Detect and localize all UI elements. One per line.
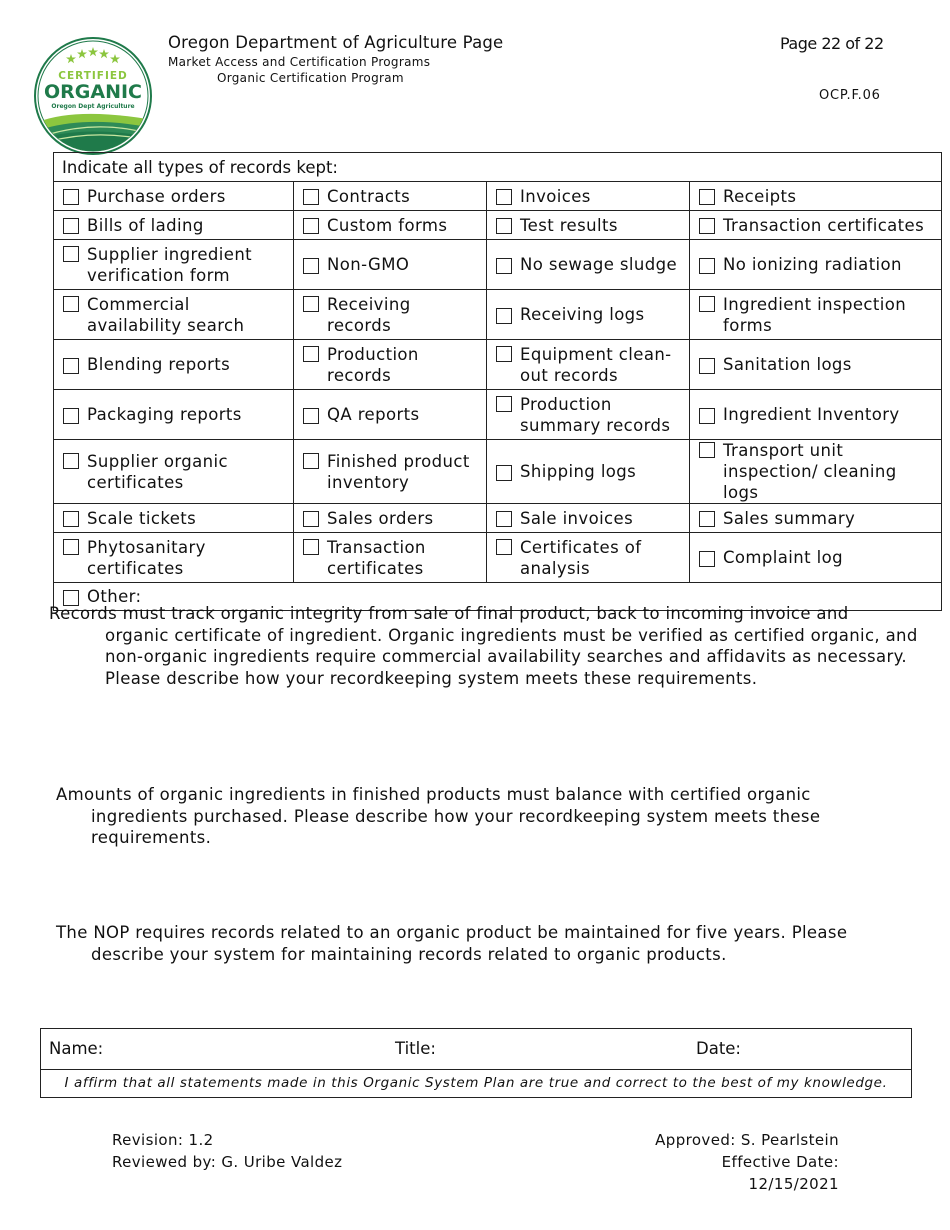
record-option-label: Invoices [520, 186, 591, 206]
records-row [54, 390, 942, 440]
record-option[interactable] [487, 290, 690, 340]
record-option[interactable] [690, 211, 942, 240]
records-row [54, 340, 942, 390]
record-option[interactable] [54, 440, 294, 504]
record-checkbox[interactable] [63, 189, 79, 205]
record-option[interactable] [487, 211, 690, 240]
question-retention-line1: The NOP requires records related to an organic product be maintained for five years. Please [56, 923, 848, 942]
record-checkbox[interactable] [63, 296, 79, 312]
records-row [54, 182, 942, 211]
question-balance [56, 784, 926, 849]
record-option[interactable] [54, 533, 294, 583]
record-checkbox[interactable] [496, 511, 512, 527]
record-option[interactable] [690, 440, 942, 504]
record-checkbox[interactable] [496, 539, 512, 555]
record-option[interactable] [294, 390, 487, 440]
record-checkbox[interactable] [63, 511, 79, 527]
record-option-label: Transport unit inspection/ cleaning logs [723, 441, 897, 502]
record-option-label: Transaction certificates [327, 537, 426, 578]
record-option[interactable] [690, 240, 942, 290]
record-option[interactable] [690, 290, 942, 340]
question-integrity [49, 603, 919, 689]
name-label[interactable]: Name: [49, 1039, 104, 1058]
record-option[interactable] [487, 440, 690, 504]
record-option-label: QA reports [327, 405, 420, 424]
records-row [54, 290, 942, 340]
record-checkbox[interactable] [496, 346, 512, 362]
record-checkbox[interactable] [63, 539, 79, 555]
record-option-label: Blending reports [87, 355, 231, 374]
records-row [54, 533, 942, 583]
record-checkbox[interactable] [303, 218, 319, 234]
record-option[interactable] [487, 182, 690, 211]
record-option[interactable] [487, 240, 690, 290]
header-subtitle-organic: Organic Certification Program [217, 71, 404, 85]
record-checkbox[interactable] [496, 189, 512, 205]
record-option-label: Bills of lading [87, 215, 204, 235]
record-option-label: Supplier organic certificates [87, 451, 228, 492]
signature-block [40, 1028, 912, 1098]
question-balance-rest: ingredients purchased. Please describe how your recordkeeping system meets these requirements. [91, 806, 821, 847]
record-option-label: Ingredient Inventory [723, 405, 900, 424]
record-option[interactable] [294, 290, 487, 340]
record-option-label: Certificates of analysis [520, 537, 642, 578]
record-checkbox[interactable] [303, 258, 319, 274]
revision: Revision: 1.2 [112, 1131, 214, 1149]
reviewed-by: Reviewed by: G. Uribe Valdez [112, 1153, 343, 1171]
record-option-label: Production records [327, 344, 419, 385]
records-heading: Indicate all types of records kept: [54, 153, 942, 182]
record-checkbox[interactable] [699, 258, 715, 274]
record-checkbox[interactable] [63, 408, 79, 424]
record-checkbox[interactable] [699, 442, 715, 458]
record-checkbox[interactable] [699, 296, 715, 312]
logo-main-text: ORGANIC [44, 81, 142, 103]
record-checkbox[interactable] [496, 258, 512, 274]
record-checkbox[interactable] [699, 218, 715, 234]
form-code: OCP.F.06 [819, 88, 881, 103]
record-option[interactable] [487, 340, 690, 390]
footer-left [112, 1129, 342, 1173]
records-row [54, 240, 942, 290]
record-checkbox[interactable] [303, 539, 319, 555]
record-checkbox[interactable] [496, 308, 512, 324]
record-option[interactable] [294, 533, 487, 583]
record-checkbox[interactable] [63, 246, 79, 262]
record-option-label: Receiving logs [520, 305, 645, 324]
record-checkbox[interactable] [63, 358, 79, 374]
record-option[interactable] [294, 211, 487, 240]
record-option[interactable] [54, 182, 294, 211]
record-checkbox[interactable] [496, 396, 512, 412]
record-option[interactable] [294, 182, 487, 211]
record-option-label: Receiving records [327, 294, 411, 335]
record-option[interactable] [54, 211, 294, 240]
record-option[interactable] [690, 182, 942, 211]
record-option[interactable] [54, 504, 294, 533]
header-subtitle-programs: Market Access and Certification Programs [168, 55, 431, 69]
record-checkbox[interactable] [699, 189, 715, 205]
record-checkbox[interactable] [699, 551, 715, 567]
record-checkbox[interactable] [303, 408, 319, 424]
record-option-label: Commercial availability search [87, 294, 245, 335]
record-option-label: Custom forms [327, 215, 448, 235]
record-option[interactable] [54, 240, 294, 290]
record-option[interactable] [487, 533, 690, 583]
record-checkbox[interactable] [496, 465, 512, 481]
record-option-label: No sewage sludge [520, 255, 678, 274]
record-option-label: Sale invoices [520, 508, 634, 528]
date-label[interactable]: Date: [696, 1039, 741, 1058]
logo-arc-text: CERTIFIED [58, 70, 128, 82]
record-checkbox[interactable] [63, 453, 79, 469]
record-option-label: Sales summary [723, 508, 856, 528]
record-option[interactable] [487, 504, 690, 533]
records-row [54, 504, 942, 533]
record-checkbox[interactable] [699, 358, 715, 374]
record-option-label: Purchase orders [87, 186, 226, 206]
record-option-label: Finished product inventory [327, 451, 470, 492]
question-integrity-line1: Records must track organic integrity from sale of final product, back to incoming invoice and [49, 604, 849, 623]
record-option-label: Sanitation logs [723, 355, 852, 374]
records-row [54, 211, 942, 240]
other-label: Other: [87, 587, 142, 606]
question-retention-rest: describe your system for maintaining records related to organic products. [91, 944, 727, 964]
record-option-label: Supplier ingredient verification form [87, 244, 253, 285]
record-option[interactable] [294, 504, 487, 533]
record-checkbox[interactable] [303, 453, 319, 469]
page-number: Page 22 of 22 [780, 34, 884, 53]
record-option[interactable] [294, 440, 487, 504]
record-option[interactable] [487, 390, 690, 440]
record-checkbox[interactable] [496, 218, 512, 234]
record-option-label: Contracts [327, 186, 411, 206]
record-option-label: Scale tickets [87, 508, 197, 528]
title-label[interactable]: Title: [395, 1039, 436, 1058]
records-row [54, 440, 942, 504]
record-option-label: Phytosanitary certificates [87, 537, 206, 578]
affirmation-statement: I affirm that all statements made in this Organic System Plan are true and correct to the best of my knowledge. [64, 1075, 888, 1091]
record-checkbox[interactable] [303, 296, 319, 312]
logo-sub-text: Oregon Dept Agriculture [51, 103, 135, 110]
records-kept-table [53, 152, 942, 611]
record-checkbox[interactable] [699, 511, 715, 527]
record-option[interactable] [54, 390, 294, 440]
record-option[interactable] [690, 504, 942, 533]
record-option-label: Sales orders [327, 508, 434, 528]
record-option[interactable] [294, 240, 487, 290]
record-checkbox[interactable] [303, 511, 319, 527]
question-integrity-rest: organic certificate of ingredient. Organic ingredients must be verified as certified organic, and non-organic ingredients require commercial availability searches and affidavits as necessary. Please describe how your recordkeeping system meets these requirements. [105, 625, 918, 688]
record-option-label: Production summary records [520, 394, 671, 435]
record-checkbox[interactable] [303, 346, 319, 362]
record-option[interactable] [54, 290, 294, 340]
record-option[interactable] [690, 533, 942, 583]
record-option[interactable] [54, 340, 294, 390]
record-option-label: Shipping logs [520, 462, 637, 481]
effective-date: Effective Date: 12/15/2021 [721, 1153, 839, 1193]
record-option-label: Packaging reports [87, 405, 242, 424]
record-checkbox[interactable] [63, 218, 79, 234]
record-option[interactable] [294, 340, 487, 390]
certified-organic-logo [33, 36, 153, 156]
record-option[interactable] [690, 390, 942, 440]
record-option-label: No ionizing radiation [723, 255, 902, 274]
record-option-label: Equipment clean-out records [520, 344, 672, 385]
record-option-label: Complaint log [723, 548, 843, 567]
record-option-label: Receipts [723, 186, 797, 206]
question-balance-line1: Amounts of organic ingredients in finished products must balance with certified organic [56, 785, 811, 804]
question-retention [56, 922, 926, 965]
record-option-label: Transaction certificates [723, 215, 925, 235]
approved-by: Approved: S. Pearlstein [655, 1131, 839, 1149]
record-checkbox[interactable] [303, 189, 319, 205]
record-option-label: Ingredient inspection forms [723, 294, 907, 335]
record-checkbox[interactable] [699, 408, 715, 424]
record-option-label: Non-GMO [327, 255, 410, 274]
record-option[interactable] [690, 340, 942, 390]
footer-right [634, 1129, 839, 1195]
header-title: Oregon Department of Agriculture Page [168, 33, 504, 52]
record-option-label: Test results [520, 215, 618, 235]
